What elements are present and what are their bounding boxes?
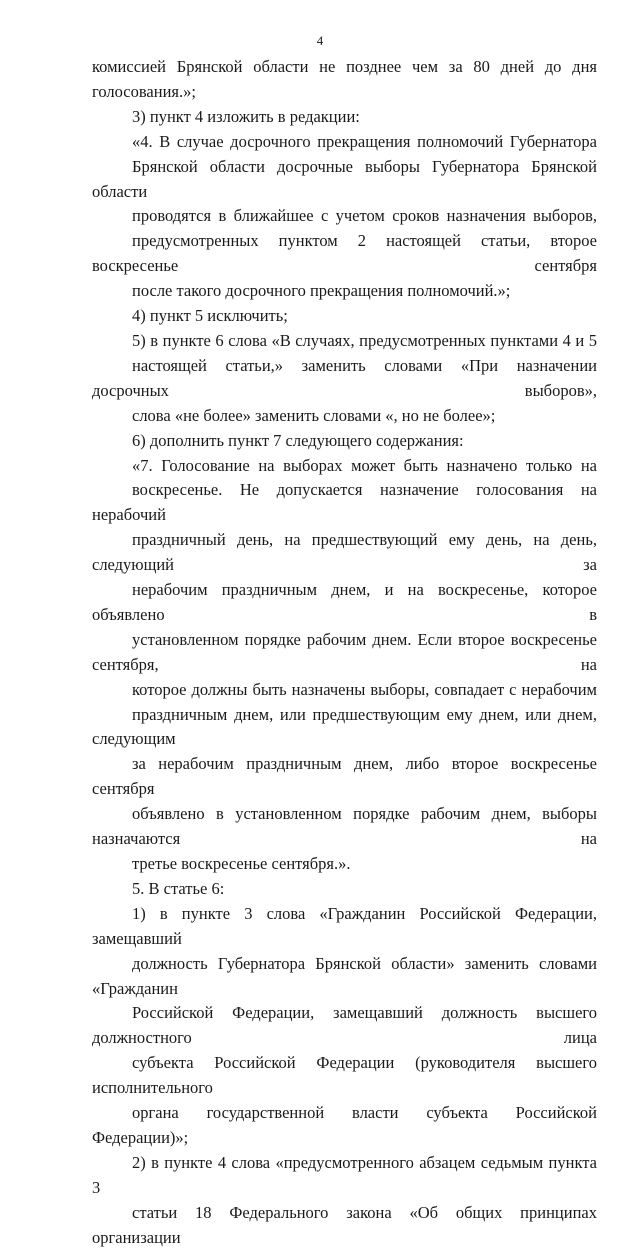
text-line: «7. Голосование на выборах может быть назначено только на (132, 455, 597, 475)
text-line: 5) в пункте 6 слова «В случаях, предусмотренных пунктами 4 и 5 (132, 330, 597, 350)
text-line: Брянской области досрочные выборы Губернатора Брянской области (92, 156, 597, 201)
paragraph (92, 304, 597, 329)
document-body (92, 55, 597, 1251)
text-line: комиссией Брянской области не позднее чем за 80 дней до дня голосования.»; (92, 57, 597, 101)
text-line: объявлено в установленном порядке рабочим днем, выборы назначаются на (92, 804, 597, 849)
text-line: которое должны быть назначены выборы, совпадает с нерабочим (132, 679, 597, 699)
text-line: 4) пункт 5 исключить; (132, 306, 288, 326)
text-line: 3) пункт 4 изложить в редакции: (132, 106, 360, 126)
page-number: 4 (316, 33, 324, 48)
text-line: слова «не более» заменить словами «, но не более»; (132, 405, 496, 425)
text-line: органа государственной власти субъекта Российской Федерации)»; (92, 1103, 597, 1147)
text-line: 2) в пункте 4 слова «предусмотренного абзацем седьмым пункта 3 (92, 1152, 597, 1197)
paragraph (92, 902, 597, 1151)
paragraph (92, 429, 597, 454)
paragraph (92, 454, 597, 877)
text-line: установленном порядке рабочим днем. Если второе воскресенье сентября, на (92, 629, 597, 674)
text-line: субъекта Российской Федерации (руководителя высшего исполнительного (92, 1053, 597, 1098)
text-line: за нерабочим праздничным днем, либо второе воскресенье сентября (92, 754, 597, 799)
text-line: 6) дополнить пункт 7 следующего содержания: (132, 430, 464, 450)
text-line: настоящей статьи,» заменить словами «При назначении досрочных выборов», (92, 355, 597, 400)
text-line: праздничный день, на предшествующий ему день, на день, следующий за (92, 530, 597, 575)
text-line: должность Губернатора Брянской области» заменить словами «Гражданин (92, 953, 597, 998)
paragraph (92, 329, 597, 429)
paragraph (92, 877, 597, 902)
text-line: статьи 18 Федерального закона «Об общих принципах организации (92, 1202, 597, 1247)
paragraph (92, 130, 597, 304)
text-line: предусмотренных пунктом 2 настоящей статьи, второе воскресенье сентября (92, 231, 597, 276)
text-line: третье воскресенье сентября.». (132, 854, 351, 873)
paragraph (92, 55, 597, 105)
text-line: 1) в пункте 3 слова «Гражданин Российской Федерации, замещавший (92, 903, 597, 948)
text-line: проводятся в ближайшее с учетом сроков назначения выборов, (132, 206, 597, 226)
text-line: Российской Федерации, замещавший должность высшего должностного лица (92, 1003, 597, 1048)
text-line: 5. В статье 6: (132, 878, 225, 898)
text-line: «4. В случае досрочного прекращения полномочий Губернатора (132, 131, 597, 151)
text-line: праздничным днем, или предшествующим ему днем, или днем, следующим (92, 704, 597, 749)
text-line: нерабочим праздничным днем, и на воскресенье, которое объявлено в (92, 580, 597, 624)
text-line: воскресенье. Не допускается назначение голосования на нерабочий (92, 480, 597, 525)
text-line: после такого досрочного прекращения полномочий.»; (132, 281, 511, 301)
paragraph (92, 1151, 597, 1251)
paragraph (92, 105, 597, 130)
